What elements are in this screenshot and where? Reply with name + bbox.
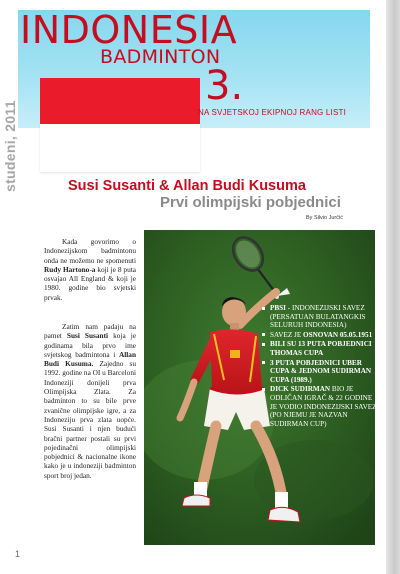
indonesian-flag-red-stripe — [40, 78, 200, 124]
fact-item — [262, 340, 380, 357]
fact-item — [262, 304, 380, 330]
para2-text-1: Zatim nam padaju na pamet — [44, 322, 136, 341]
para1-text-1: Kada govorimo o Indonezijskom badmintonu onda ne možemo ne spomenuti — [44, 237, 136, 265]
fact-item — [262, 385, 380, 428]
para2-text-2: koja je godinama bila prvo ime svjetskog badmintona i — [44, 331, 137, 359]
article-paragraph-1 — [44, 237, 136, 302]
fact-text: SAVEZ JE — [270, 330, 304, 339]
fact-bold: BILI SU 13 PUTA POBJEDNICI THOMAS CUPA — [270, 340, 372, 357]
page-edge-shadow — [386, 0, 400, 574]
rank-caption: NA SVJETSKOJ EKIPNOJ RANG LISTI — [198, 108, 347, 117]
fact-bold: 3 PUTA POBJEDNICI UBER CUPA & JEDNOM SUDIRMAN CUPA (1989.) — [270, 358, 372, 384]
article-subheadline: Prvi olimpijski pobjednici — [160, 194, 341, 211]
indonesian-flag-white-stripe — [40, 124, 200, 172]
facts-list — [262, 304, 380, 429]
article-paragraph-2 — [44, 322, 136, 480]
fact-bold: OSNOVAN 05.05.1951 — [303, 330, 373, 339]
fact-text: BIO JE ODLIČAN IGRAČ & 22 GODINE JE VODIO INDONEZIJSKI SAVEZ (PO NJEMU JE NAZVAN SUDIRMAN CUP) — [270, 385, 377, 428]
para2-bold-1: Susi Susanti — [66, 331, 109, 341]
article-byline: By Silvio Jurčić — [306, 215, 343, 221]
fact-bold: DICK SUDIRMAN — [270, 385, 331, 394]
page-number: 1 — [15, 549, 21, 559]
masthead-subtitle: BADMINTON — [100, 46, 221, 68]
para2-text-3: Zajedno su 1992. godine na OI u Barceloni Indoneziji donijeli prva Olimpijska Zlata. Za badminton to su bile prve zvanične olimpijske igre, a za Indoneziju prva zlata uopće. Susi Susanti i njen budući bračni partner postali su prvi pojedinačni olimpijski pobjednici & nacionalne ikone kako je u indoneziji badminton sport broj jedan. — [44, 359, 136, 480]
fact-item — [262, 359, 380, 385]
para1-text-2: koji je 8 puta osvajao All England & koji je 1980. godine bio svjetski prvak. — [44, 264, 136, 302]
rank-number: 3. — [205, 63, 244, 109]
masthead-title: INDONESIA — [20, 8, 238, 52]
fact-item — [262, 331, 380, 340]
fact-text: - INDONEZIJSKI SAVEZ (PERSATUAN BULATANGKIS SELURUH INDONESIA) — [270, 304, 366, 330]
para2-bold-2: Allan Budi Kusuma. — [44, 349, 136, 369]
article-headline: Susi Susanti & Allan Budi Kusuma — [68, 178, 306, 194]
para1-bold-1: Rudy Hartono-a — [44, 264, 96, 274]
issue-date: studeni, 2011 — [2, 100, 18, 192]
fact-bold: PBSI — [270, 304, 286, 312]
